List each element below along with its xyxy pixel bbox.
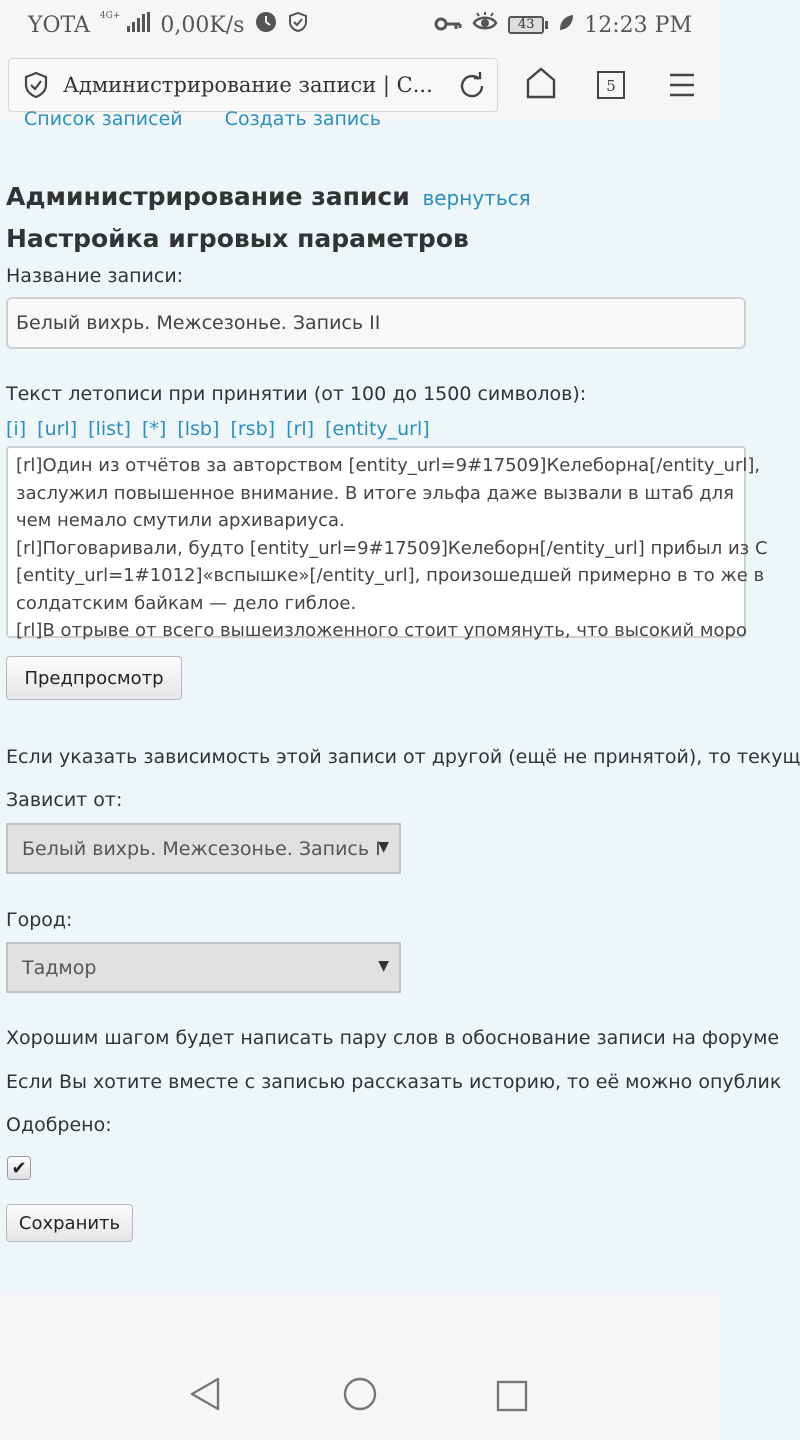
battery-level: 43 <box>508 16 544 34</box>
site-security-icon[interactable] <box>9 71 63 99</box>
dependency-text: Если указать зависимость этой записи от другой (ещё не принятой), то текущ <box>6 746 800 768</box>
forum-text: Хорошим шагом будет написать пару слов в обоснование записи на форуме <box>6 1027 780 1049</box>
timer-icon <box>255 11 277 39</box>
depends-value: Белый вихрь. Межсезонье. Запись I <box>22 837 381 860</box>
signal-icon <box>100 12 150 38</box>
tabs-icon[interactable] <box>596 70 626 104</box>
back-nav-icon[interactable] <box>188 1376 222 1416</box>
page-tab-title[interactable]: Администрирование записи | С... <box>63 73 433 97</box>
network-speed: 0,00K/s <box>160 12 245 38</box>
chronicle-line: [rl]Поговаривали, будто [entity_url=9#17509]Келеборн[/entity_url] прибыл из С <box>16 537 768 559</box>
status-left <box>28 11 309 39</box>
depends-label: Зависит от: <box>6 789 123 811</box>
tag-italic[interactable]: [i] <box>6 418 27 440</box>
chronicle-line: заслужил повышенное внимание. В итоге эльфа даже вызвали в штаб для <box>16 482 734 504</box>
checkmark-icon: ✔ <box>11 1157 27 1179</box>
battery-icon <box>508 16 548 34</box>
address-bar[interactable] <box>8 58 498 112</box>
dropdown-arrow-icon: ▼ <box>378 839 389 855</box>
city-label: Город: <box>6 909 73 931</box>
city-select[interactable] <box>6 942 401 993</box>
dropdown-arrow-icon: ▼ <box>378 958 389 974</box>
chronicle-line: [entity_url=1#1012]«вспышке»[/entity_url], произошедшей примерно в то же в <box>16 565 765 586</box>
save-button[interactable]: Сохранить <box>6 1204 133 1242</box>
shield-status-icon <box>287 11 309 39</box>
preview-button[interactable]: Предпросмотр <box>6 656 182 700</box>
tab-count: 5 <box>606 77 616 95</box>
story-text: Если Вы хотите вместе с записью рассказать историю, то её можно опублик <box>6 1071 782 1093</box>
status-right <box>434 11 692 39</box>
tag-rsb[interactable]: [rsb] <box>230 418 276 440</box>
records-list-link[interactable]: Список записей <box>24 108 183 130</box>
create-record-link[interactable]: Создать запись <box>224 108 381 130</box>
approved-label: Одобрено: <box>6 1114 112 1136</box>
carrier-name: YOTA <box>28 12 90 38</box>
chronicle-line: [rl]В отрыве от всего вышеизложенного стоит упомянуть, что высокий моро <box>16 620 747 641</box>
tag-url[interactable]: [url] <box>37 418 78 440</box>
tag-entity-url[interactable]: [entity_url] <box>325 418 430 440</box>
depends-select[interactable] <box>6 823 401 874</box>
recents-nav-icon[interactable] <box>496 1380 528 1416</box>
chronicle-label: Текст летописи при принятии (от 100 до 1500 символов): <box>6 383 587 405</box>
tag-lsb[interactable]: [lsb] <box>177 418 220 440</box>
home-icon[interactable] <box>525 66 557 104</box>
menu-icon[interactable] <box>668 72 696 102</box>
eye-icon <box>472 11 498 39</box>
chronicle-textarea[interactable] <box>6 446 768 641</box>
page-content <box>0 108 800 1292</box>
approved-checkbox[interactable] <box>7 1156 31 1180</box>
tag-list[interactable]: [list] <box>88 418 131 440</box>
chronicle-line: чем немало смутили архивариуса. <box>16 510 345 531</box>
home-nav-icon[interactable] <box>342 1376 378 1416</box>
leaf-icon <box>558 13 574 38</box>
status-bar <box>0 0 720 50</box>
chronicle-line: [rl]Один из отчётов за авторством [entity_url=9#17509]Келеборна[/entity_url], <box>16 455 761 476</box>
page-title <box>6 182 531 211</box>
network-type: 4G+ <box>99 11 121 21</box>
record-name-input[interactable] <box>6 297 746 349</box>
top-nav-links <box>24 108 417 130</box>
tag-rl[interactable]: [rl] <box>286 418 315 440</box>
back-link[interactable]: вернуться <box>422 186 531 210</box>
page-subtitle: Настройка игровых параметров <box>6 224 469 253</box>
reload-icon[interactable] <box>457 71 487 105</box>
system-nav-bar <box>0 1292 720 1440</box>
record-name-label: Название записи: <box>6 265 184 287</box>
chronicle-line: солдатским байкам — дело гиблое. <box>16 592 357 614</box>
key-icon <box>434 13 462 38</box>
formatting-tags <box>6 418 435 440</box>
tag-list-item[interactable]: [*] <box>141 418 167 440</box>
page-title-text: Администрирование записи <box>6 182 410 211</box>
city-value: Тадмор <box>22 956 97 979</box>
clock-time: 12:23 PM <box>584 12 692 38</box>
